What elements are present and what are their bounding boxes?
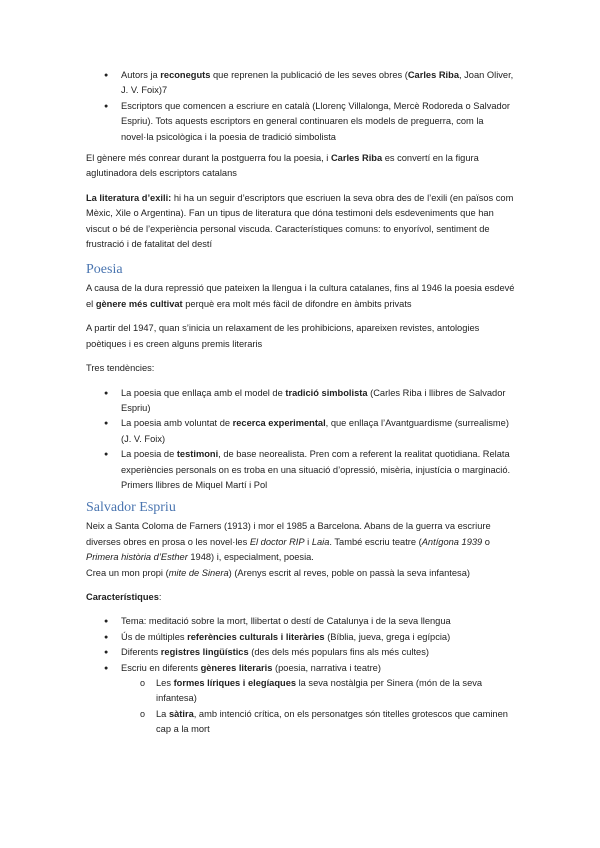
text: (Carles Riba i llibres de Salvador Espriu) [121, 387, 506, 413]
text: es convertí en la figura aglutinadora dels escriptors catalans [86, 153, 479, 179]
text: o [482, 536, 490, 547]
bold-text: Carles Riba [330, 153, 383, 164]
bold-text: registres lingüístics [160, 647, 249, 658]
italic-text: Laia [311, 536, 330, 547]
text: que reprenen la publicació de les seves obres ( [210, 70, 408, 80]
paragraph-tendencies: Tres tendències: [86, 363, 155, 374]
italic-text: mite de Sinera [168, 567, 229, 578]
text: , que enllaça l’Avantguardisme (surrealisme) (J. V. Foix) [121, 418, 509, 444]
text: La poesia que enllaça amb el model de [121, 387, 286, 398]
bold-text: Característiques [86, 591, 159, 602]
italic-text: Antígona 1939 [421, 536, 483, 547]
paragraph-exile [86, 191, 518, 253]
text: Escriptors que comencen a escriure en català (Llorenç Villalonga, Mercè Rodoreda o Salvador Espriu). Tots aquests escriptors en general continuaren els models de preguerra, com la novel·la psicològica i la poesia de tradició simbolista [121, 100, 510, 142]
italic-text: El doctor RIP [249, 536, 305, 547]
paragraph-genre [86, 151, 518, 182]
text: (poesia, narrativa i teatre) [272, 662, 381, 673]
list-item [86, 447, 518, 493]
text: , amb intenció crítica, on els personatges són titelles grotescos que caminen cap a la mort [156, 708, 508, 735]
text: Tema: meditació sobre la mort, llibertat o destí de Catalunya i de la seva llengua [121, 616, 451, 627]
document-body [86, 68, 518, 738]
text: . També escriu teatre ( [329, 536, 422, 547]
italic-text: Primera història d’Esther [86, 552, 188, 563]
text: El gènere més conrear durant la postguerra fou la poesia, i [86, 153, 331, 164]
text: (des dels més populars fins als més cultes) [248, 647, 429, 658]
sublist-item [86, 676, 518, 707]
genres-sublist [86, 676, 518, 738]
bold-text: recerca experimental [232, 418, 326, 429]
heading-poesia: Poesia [86, 262, 123, 278]
text: Les [156, 678, 174, 688]
sublist-item [86, 707, 518, 738]
text: la seva nostàlgia per Sinera (món de la seva infantesa) [156, 678, 483, 704]
text: La poesia de [121, 449, 177, 460]
authors-list [86, 68, 518, 145]
text: Ús de múltiples [121, 631, 188, 642]
text: La poesia amb voluntat de [121, 418, 233, 429]
text: Autors ja [121, 70, 161, 80]
paragraph-poesia-1 [86, 281, 518, 312]
list-item [86, 614, 518, 629]
bold-text: sàtira [168, 708, 194, 719]
bold-text: referències culturals i literàries [187, 631, 325, 642]
text: (Bíblia, jueva, grega i egípcia) [324, 631, 451, 642]
text: : [158, 591, 162, 602]
text: perquè era molt més fàcil de difondre en àmbits privats [182, 298, 412, 309]
bold-text: gènere més cultivat [95, 298, 183, 309]
paragraph-espriu-bio [86, 519, 518, 581]
text: 1948) i, especialment, poesia. [187, 552, 314, 563]
characteristics-list [86, 614, 518, 676]
paragraph-poesia-2: A partir del 1947, quan s’inicia un relaxament de les prohibicions, apareixen revistes, antologies poètiques i es creen alguns premis literaris [86, 323, 480, 349]
bold-text: formes líriques i elegíaques [173, 678, 297, 688]
list-item [86, 416, 518, 447]
text: i [304, 536, 312, 547]
text: , Joan Oliver, J. V. Foix)7 [121, 70, 514, 96]
bold-text: tradició simbolista [285, 387, 368, 398]
paragraph-characteristics-label [86, 590, 518, 605]
text: , de base neorealista. Pren com a referent la realitat quotidiana. Relata experiències personals on es troba en una situació d’opressió, misèria, injustícia o marginació. Primers llibres de Miquel Martí i Pol [121, 449, 511, 490]
bold-text: Carles Riba [407, 70, 459, 80]
bold-text: La literatura d’exili: [86, 192, 172, 203]
bold-text: reconeguts [160, 70, 211, 80]
list-item [86, 99, 518, 145]
heading-salvador-espriu: Salvador Espriu [86, 500, 176, 516]
bold-text: testimoni [176, 449, 219, 460]
text: A causa de la dura repressió que pateixen la llengua i la cultura catalanes, fins al 1946 la poesia esdevé el [86, 283, 515, 309]
list-item [86, 645, 518, 660]
text: Crea un mon propi ( [86, 567, 169, 578]
list-item [86, 68, 518, 99]
text: Neix a Santa Coloma de Farners (1913) i mor el 1985 a Barcelona. Abans de la guerra va escriure diverses obres en prosa o les novel·les [86, 521, 491, 547]
list-item [86, 661, 518, 676]
list-item [86, 630, 518, 645]
text: La [156, 708, 169, 719]
list-item [86, 386, 518, 417]
tendencies-list [86, 386, 518, 494]
text: hi ha un seguir d’escriptors que escriuen la seva obra des de l’exili (en països com Mèxic, Xile o Argentina). Fan un tipus de literatura que dóna testimoni dels esdeveniments que han viscut o bé de l’experiència personal viscuda. Característiques comuns: to enyorívol, sentiment de frustració i de fatalitat del destí [86, 192, 514, 250]
text: ) (Arenys escrit al reves, poble on passà la seva infantesa) [228, 567, 470, 578]
text: Escriu en diferents [121, 662, 201, 673]
text: Diferents [121, 647, 161, 658]
bold-text: gèneres literaris [200, 662, 273, 673]
